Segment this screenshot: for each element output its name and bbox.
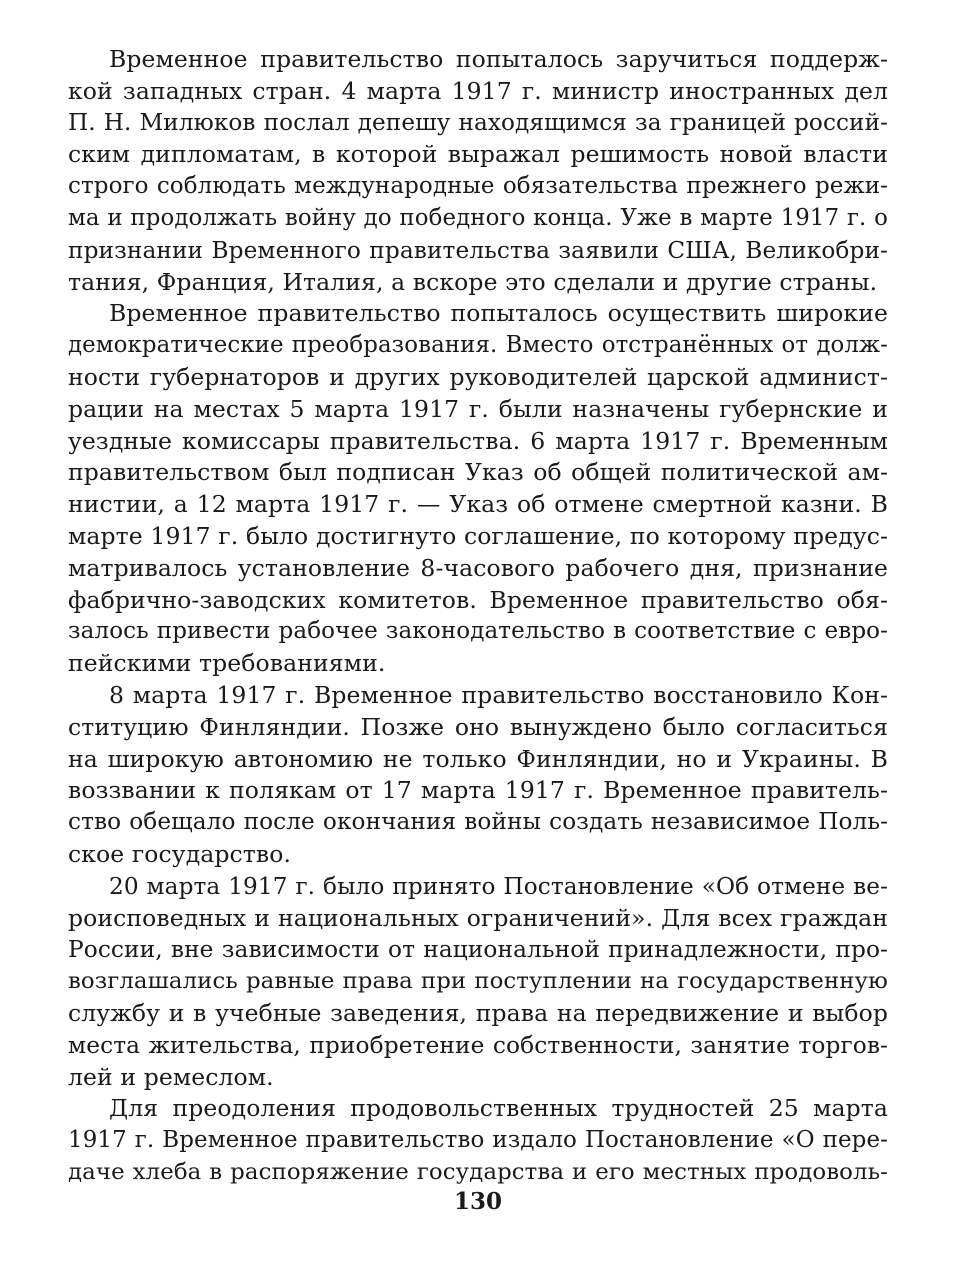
text-line: ституцию Финляндии. Позже оно вынуждено было согласиться <box>68 712 888 741</box>
text-line: ским дипломатам, в которой выражал решимость новой власти <box>68 140 888 169</box>
paragraph-food-supply <box>68 1093 888 1188</box>
paragraph-finland-poland <box>68 680 888 871</box>
page-number: 130 <box>453 1188 502 1215</box>
text-line: залось привести рабочее законодательство в соответствие с евро- <box>68 618 888 645</box>
text-line: Временное правительство попыталось осуществить широкие <box>109 299 888 328</box>
text-line: строго соблюдать международные обязательства прежнего режи- <box>68 173 888 200</box>
text-line: пейскими требованиями. <box>68 649 386 678</box>
text-line: марте 1917 г. было достигнуто соглашение, по которому предус- <box>68 521 888 550</box>
text-line: матривалось установление 8-часового рабочего дня, признание <box>68 553 888 582</box>
text-line: на широкую автономию не только Финляндии, но и Украины. В <box>68 744 888 773</box>
text-line: П. Н. Милюков послал депешу находящимся за границей россий- <box>68 109 888 136</box>
paragraph-restrictions-abolished <box>68 871 888 1094</box>
text-line: ское государство. <box>68 839 292 868</box>
paragraph-democratic-reforms <box>68 298 888 680</box>
body-text <box>68 44 888 1189</box>
text-line: Временное правительство попыталось заручиться поддерж- <box>109 45 888 73</box>
text-line: службу и в учебные заведения, права на передвижение и выбор <box>68 998 888 1027</box>
text-line: возглашались равные права при поступлении на государственную <box>68 968 888 995</box>
text-line: России, вне зависимости от национальной принадлежности, про- <box>68 936 888 964</box>
text-line: тания, Франция, Италия, а вскоре это сделали и другие страны. <box>68 267 878 296</box>
text-line: роисповедных и национальных ограничений». Для всех граждан <box>68 903 888 932</box>
text-line: демократические преобразования. Вместо отстранённых от долж- <box>68 332 888 359</box>
text-line: ство обещало после окончания войны создать независимое Поль- <box>68 809 888 836</box>
text-line: 20 марта 1917 г. было принято Постановление «Об отмене ве- <box>109 872 888 900</box>
text-line: места жительства, приобретение собственности, занятие торгов- <box>68 1031 888 1059</box>
text-line: фабрично-заводских комитетов. Временное правительство обя- <box>68 585 888 614</box>
text-line: кой западных стран. 4 марта 1917 г. министр иностранных дел <box>68 76 888 105</box>
text-line: лей и ремеслом. <box>68 1062 274 1091</box>
text-line: даче хлеба в распоряжение государства и его местных продоволь- <box>68 1158 888 1185</box>
text-line: воззвании к полякам от 17 марта 1917 г. Временное правитель- <box>68 776 888 805</box>
text-line: 8 марта 1917 г. Временное правительство восстановило Кон- <box>109 680 888 709</box>
text-line: рации на местах 5 марта 1917 г. были назначены губернские и <box>68 394 888 423</box>
text-line: ности губернаторов и других руководителей царской админист- <box>68 362 888 391</box>
text-line: Для преодоления продовольственных трудностей 25 марта <box>109 1094 888 1123</box>
text-line: 1917 г. Временное правительство издало Постановление «О пере- <box>68 1127 888 1154</box>
text-line: правительством был подписан Указ об общей политической ам- <box>68 458 888 487</box>
text-line: нистии, а 12 марта 1917 г. — Указ об отмене смертной казни. В <box>68 490 888 519</box>
text-line: уездные комиссары правительства. 6 марта 1917 г. Временным <box>68 426 888 455</box>
paragraph-foreign-support <box>68 44 888 298</box>
text-line: признании Временного правительства заявили США, Великобри- <box>68 236 888 264</box>
text-line: ма и продолжать войну до победного конца. Уже в марте 1917 г. о <box>68 204 888 231</box>
